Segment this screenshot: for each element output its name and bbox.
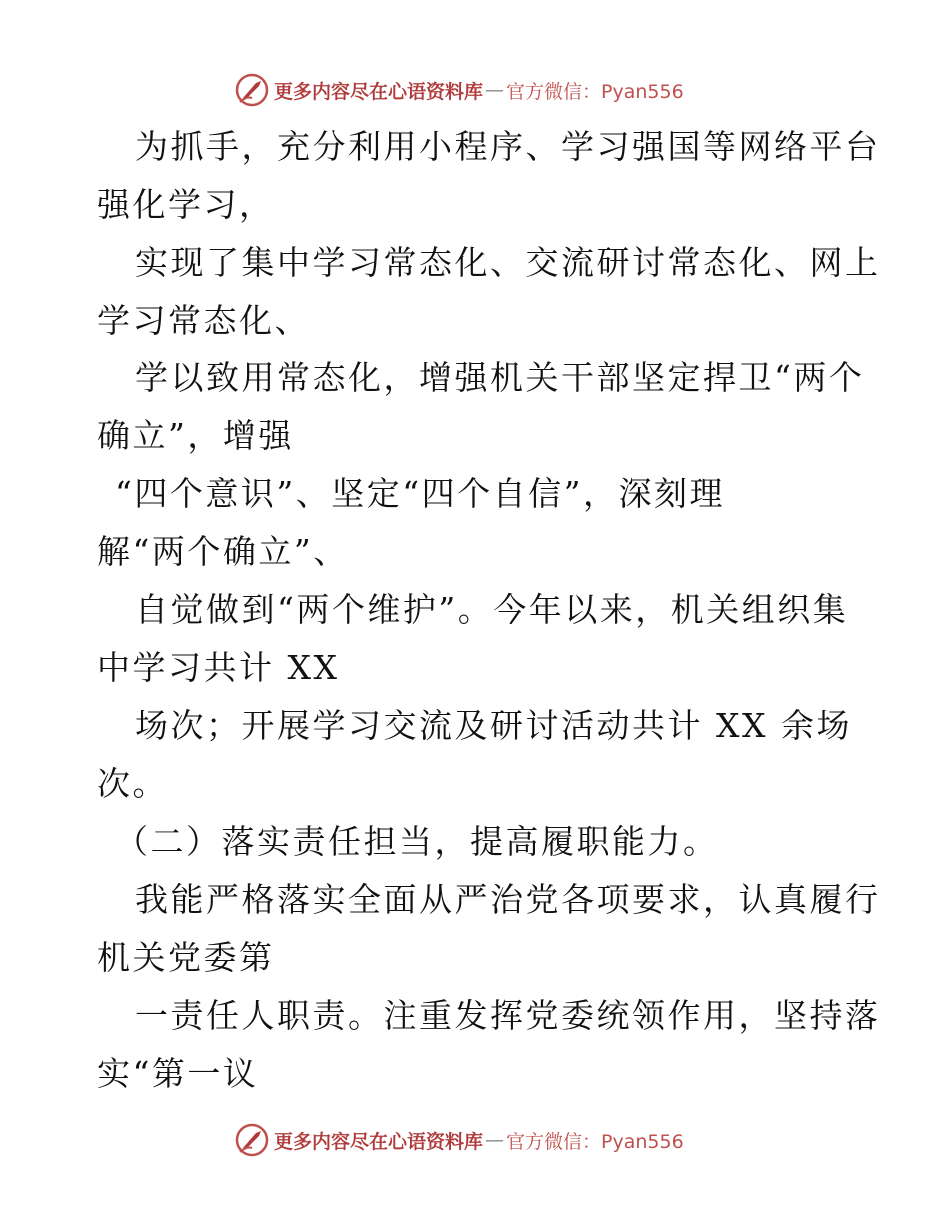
text-line: 中学习共计 XX: [97, 648, 340, 687]
watermark-text: 更多内容尽在心语资料库: [274, 1130, 484, 1153]
text-line: 实现了集中学习常态化、交流研讨常态化、网上: [135, 243, 881, 282]
pen-nib-logo-icon: [234, 1122, 270, 1158]
section-heading: （二）落实责任担当，提高履职能力。: [115, 822, 719, 861]
text-line: 一责任人职责。注重发挥党委统领作用，坚持落: [135, 996, 881, 1035]
watermark-dash: —: [485, 1129, 505, 1151]
text-line: 学习常态化、: [97, 301, 310, 340]
watermark-footer: [234, 1120, 684, 1160]
text-line: 确立”，增强: [97, 416, 294, 455]
text-line: “四个意识”、坚定“四个自信”，深刻理: [115, 474, 725, 513]
text-line: 场次；开展学习交流及研讨活动共计 XX 余场: [135, 706, 852, 745]
watermark-contact: 官方微信：Pyan556: [506, 80, 684, 103]
text-line: 我能严格落实全面从严治党各项要求，认真履行: [135, 880, 881, 919]
watermark-contact: 官方微信：Pyan556: [506, 1130, 684, 1153]
text-line: 实“第一议: [97, 1054, 259, 1093]
text-line: 为抓手，充分利用小程序、学习强国等网络平台: [135, 127, 881, 166]
text-line: 自觉做到“两个维护”。今年以来，机关组织集: [135, 590, 849, 629]
text-line: 解“两个确立”、: [97, 532, 349, 571]
text-line: 学以致用常态化，增强机关干部坚定捍卫“两个: [135, 358, 865, 397]
text-line: 次。: [97, 764, 168, 803]
text-line: 强化学习，: [97, 185, 275, 224]
watermark-dash: —: [485, 79, 505, 101]
text-line: 机关党委第: [97, 938, 275, 977]
watermark-text: 更多内容尽在心语资料库: [274, 80, 484, 103]
